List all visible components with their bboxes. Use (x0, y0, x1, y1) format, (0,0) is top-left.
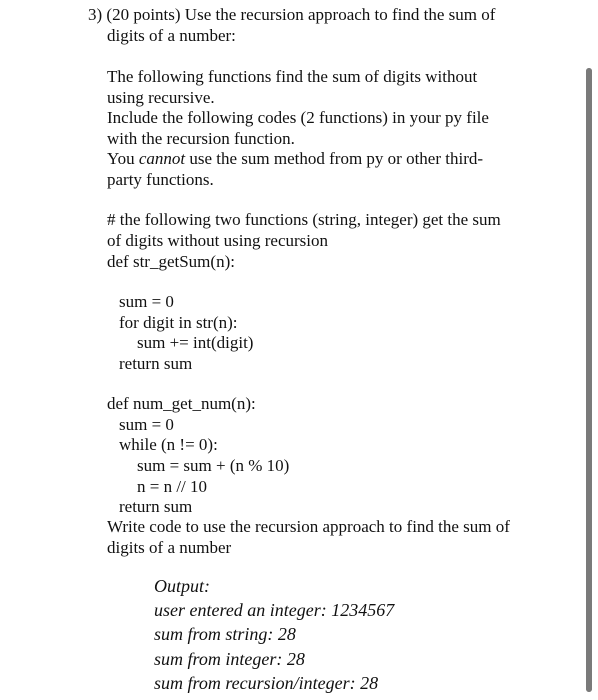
intro-emphasis-cannot: cannot (138, 149, 186, 168)
scrollbar-thumb[interactable] (586, 68, 592, 692)
str-getsum-line-2: for digit in str(n): (119, 313, 238, 332)
question-title-line-2: digits of a number: (107, 26, 236, 45)
str-getsum-line-1: sum = 0 (119, 292, 174, 311)
vertical-scrollbar[interactable] (586, 68, 592, 692)
intro-line-5-end: use the sum method from py or other third- (185, 149, 484, 168)
intro-line-1: The following functions find the sum of digits without (107, 67, 478, 86)
intro-line-4: with the recursion function. (107, 129, 295, 148)
intro-line-2: using recursive. (107, 88, 215, 107)
str-getsum-line-4: return sum (119, 354, 193, 373)
num-get-num-line-4: n = n // 10 (137, 477, 208, 496)
num-get-num-def: def num_get_num(n): (107, 394, 256, 413)
intro-line-6: party functions. (107, 170, 214, 189)
num-get-num-line-2: while (n != 0): (119, 435, 218, 454)
num-get-num-line-5: return sum (119, 497, 193, 516)
output-line-1: user entered an integer: 1234567 (154, 600, 395, 620)
output-line-4: sum from recursion/integer: 28 (154, 673, 379, 693)
str-getsum-def: def str_getSum(n): (107, 252, 235, 271)
num-get-num-line-3: sum = sum + (n % 10) (137, 456, 290, 475)
num-get-num-line-1: sum = 0 (119, 415, 174, 434)
question-title-line-1: 3) (20 points) Use the recursion approach to find the sum of (88, 5, 496, 24)
str-getsum-line-3: sum += int(digit) (137, 333, 254, 352)
output-label: Output: (154, 576, 210, 596)
comment-line-1: # the following two functions (string, integer) get the sum (107, 210, 501, 229)
intro-line-3: Include the following codes (2 functions) in your py file (107, 108, 489, 127)
comment-line-2: of digits without using recursion (107, 231, 328, 250)
output-line-2: sum from string: 28 (154, 624, 296, 644)
task-line-1: Write code to use the recursion approach to find the sum of (107, 517, 510, 536)
intro-line-5-start: You (107, 149, 139, 168)
intro-line-5 (107, 148, 483, 169)
task-line-2: digits of a number (107, 538, 232, 557)
output-line-3: sum from integer: 28 (154, 649, 305, 669)
